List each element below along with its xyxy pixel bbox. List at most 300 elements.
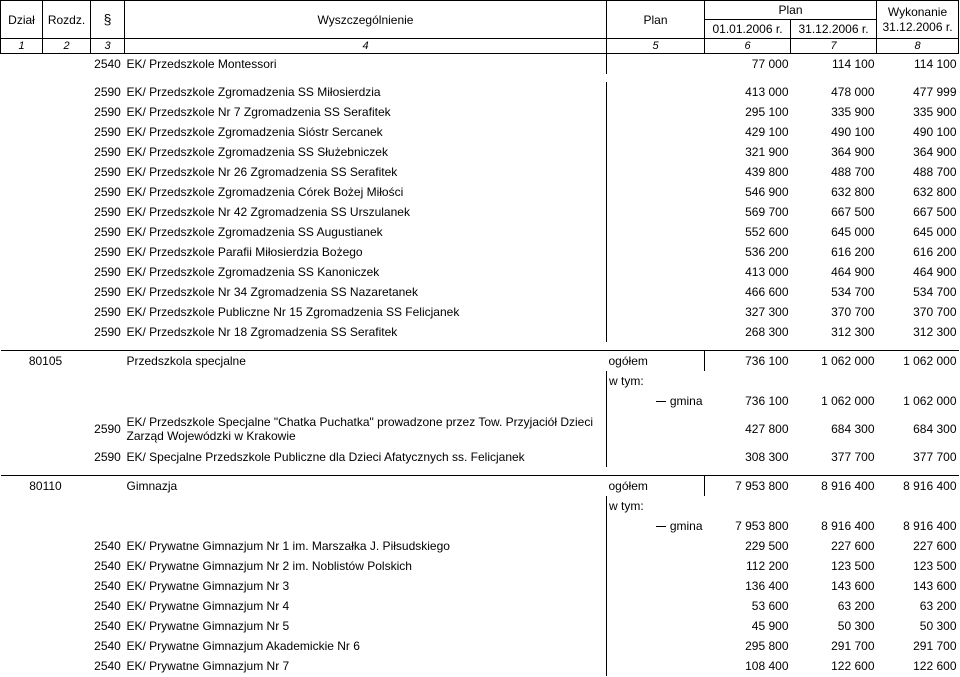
cell-plan-to: 616 200 bbox=[831, 245, 875, 259]
cell-description: EK/ Prywatne Gimnazjum Nr 1 im. Marszałka J. Piłsudskiego bbox=[126, 539, 450, 553]
cell-paragraph: 2590 bbox=[94, 285, 121, 299]
cell-paragraph: 2540 bbox=[94, 579, 121, 593]
table-row bbox=[1, 262, 959, 282]
cell-plan-to: 123 500 bbox=[831, 559, 875, 573]
cell-paragraph: 2590 bbox=[94, 225, 121, 239]
cell-plan-to: 63 200 bbox=[837, 599, 875, 613]
cell-plan bbox=[607, 447, 705, 467]
ogolem-plan-from: 7 953 800 bbox=[705, 476, 791, 497]
cell-rozdz bbox=[43, 202, 91, 222]
cell-description: EK/ Prywatne Gimnazjum Nr 3 bbox=[126, 579, 290, 593]
cell-paragraph: 2540 bbox=[94, 619, 121, 633]
cell-plan bbox=[607, 576, 705, 596]
cell-plan-to: 122 600 bbox=[831, 659, 875, 673]
header-plan: Plan bbox=[607, 1, 705, 39]
spacer-row bbox=[1, 74, 959, 82]
cell-wykonanie: 123 500 bbox=[913, 559, 957, 573]
header-wykonanie bbox=[877, 1, 959, 39]
cell-description: EK/ Prywatne Gimnazjum Nr 2 im. Noblistów Polskich bbox=[126, 559, 412, 573]
cell-paragraph: 2590 bbox=[94, 305, 121, 319]
empty-cell bbox=[125, 371, 607, 391]
cell-description: EK/ Przedszkole Publiczne Nr 15 Zgromadzenia SS Felicjanek bbox=[126, 305, 460, 319]
empty-cell bbox=[43, 391, 91, 411]
spacer-cell bbox=[607, 467, 705, 476]
cell-plan-to: 335 900 bbox=[831, 105, 875, 119]
gmina-row bbox=[1, 516, 959, 536]
cell-plan-from: 429 100 bbox=[745, 125, 789, 139]
table-row bbox=[1, 322, 959, 342]
cell-plan bbox=[607, 82, 705, 102]
spacer-cell bbox=[125, 74, 607, 82]
spacer-cell bbox=[705, 467, 791, 476]
cell-plan-to: 464 900 bbox=[831, 265, 875, 279]
gmina-plan-to: 1 062 000 bbox=[821, 394, 875, 408]
cell-dzial bbox=[1, 616, 43, 636]
cell-rozdz bbox=[43, 322, 91, 342]
ogolem-plan-to: 1 062 000 bbox=[791, 351, 877, 372]
table-row bbox=[1, 656, 959, 676]
spacer-cell bbox=[791, 74, 877, 82]
cell-rozdz bbox=[43, 411, 91, 447]
cell-plan-from: 413 000 bbox=[745, 265, 789, 279]
cell-wykonanie: 335 900 bbox=[913, 105, 957, 119]
cell-plan-to: 377 700 bbox=[831, 450, 875, 464]
cell-plan bbox=[607, 596, 705, 616]
header-paragraph bbox=[91, 1, 125, 39]
cell-rozdz bbox=[43, 596, 91, 616]
cell-dzial bbox=[1, 102, 43, 122]
spacer-row bbox=[1, 342, 959, 351]
cell-plan-from: 466 600 bbox=[745, 285, 789, 299]
cell-paragraph: 2540 bbox=[94, 599, 121, 613]
cell-dzial bbox=[1, 656, 43, 676]
cell-paragraph: 2590 bbox=[94, 325, 121, 339]
cell-description: EK/ Specjalne Przedszkole Publiczne dla Dzieci Afatycznych ss. Felicjanek bbox=[126, 450, 525, 464]
ogolem-label: ogółem bbox=[607, 351, 705, 372]
gmina-cell bbox=[607, 391, 705, 411]
gmina-wykonanie: 1 062 000 bbox=[903, 394, 957, 408]
empty-cell bbox=[791, 496, 877, 516]
cell-plan bbox=[607, 556, 705, 576]
cell-description: EK/ Przedszkole Zgromadzenia Córek Bożej Miłości bbox=[126, 185, 404, 199]
cell-wykonanie: 143 600 bbox=[913, 579, 957, 593]
cell-plan-from: 295 800 bbox=[745, 639, 789, 653]
cell-wykonanie: 63 200 bbox=[919, 599, 957, 613]
cell-plan-to: 632 800 bbox=[831, 185, 875, 199]
spacer-cell bbox=[705, 342, 791, 351]
cell-description: EK/ Przedszkole Zgromadzenia SS Miłosierdzia bbox=[126, 85, 381, 99]
cell-dzial bbox=[1, 222, 43, 242]
cell-plan bbox=[607, 242, 705, 262]
header-wyszczegolnienie: Wyszczególnienie bbox=[125, 1, 607, 39]
cell-rozdz bbox=[43, 636, 91, 656]
cell-dzial bbox=[1, 122, 43, 142]
cell-plan-to: 684 300 bbox=[831, 422, 875, 436]
table-row bbox=[1, 636, 959, 656]
cell-description: EK/ Przedszkole Specjalne "Chatka Puchatka" prowadzone przez Tow. Przyjaciół Dzieci Zarząd Wojewódzki w Krakowie bbox=[126, 415, 594, 443]
cell-plan-to: 490 100 bbox=[831, 125, 875, 139]
table-header-row-1 bbox=[1, 1, 959, 20]
cell-wykonanie: 684 300 bbox=[913, 422, 957, 436]
cell-wykonanie: 534 700 bbox=[913, 285, 957, 299]
cell-rozdz bbox=[43, 222, 91, 242]
spacer-cell bbox=[91, 74, 125, 82]
cell-paragraph bbox=[91, 476, 125, 497]
gmina-label: gmina bbox=[669, 394, 703, 408]
cell-paragraph: 2590 bbox=[94, 422, 121, 436]
cell-dzial bbox=[1, 182, 43, 202]
cell-description: EK/ Prywatne Gimnazjum Akademickie Nr 6 bbox=[126, 639, 360, 653]
table-row bbox=[1, 411, 959, 447]
column-index-cell: 1 bbox=[1, 39, 43, 54]
gmina-cell bbox=[607, 516, 705, 536]
empty-cell bbox=[125, 496, 607, 516]
cell-dzial bbox=[1, 556, 43, 576]
section-rozdz: 80105 bbox=[1, 351, 91, 372]
cell-description: EK/ Przedszkole Parafii Miłosierdzia Bożego bbox=[126, 245, 363, 259]
cell-description: EK/ Prywatne Gimnazjum Nr 5 bbox=[126, 619, 290, 633]
spacer-cell bbox=[125, 342, 607, 351]
cell-wykonanie: 370 700 bbox=[913, 305, 957, 319]
spacer-cell bbox=[791, 467, 877, 476]
section-total-row bbox=[1, 476, 959, 497]
cell-plan-to: 478 000 bbox=[831, 85, 875, 99]
table-row bbox=[1, 54, 959, 75]
cell-rozdz bbox=[43, 536, 91, 556]
cell-rozdz bbox=[43, 82, 91, 102]
table-row bbox=[1, 122, 959, 142]
cell-rozdz bbox=[43, 242, 91, 262]
spacer-cell bbox=[877, 342, 959, 351]
empty-cell bbox=[1, 391, 43, 411]
empty-cell bbox=[43, 371, 91, 391]
paragraph-icon: § bbox=[103, 11, 112, 27]
section-title: Przedszkola specjalne bbox=[125, 351, 607, 372]
cell-wykonanie: 122 600 bbox=[913, 659, 957, 673]
cell-plan bbox=[607, 302, 705, 322]
cell-plan-to: 488 700 bbox=[831, 165, 875, 179]
cell-plan-from: 108 400 bbox=[745, 659, 789, 673]
cell-dzial bbox=[1, 411, 43, 447]
spacer-row bbox=[1, 467, 959, 476]
empty-cell bbox=[791, 371, 877, 391]
cell-wykonanie: 616 200 bbox=[913, 245, 957, 259]
cell-dzial bbox=[1, 262, 43, 282]
table-row bbox=[1, 536, 959, 556]
cell-paragraph: 2590 bbox=[94, 245, 121, 259]
header-plan-group: Plan bbox=[705, 1, 877, 20]
column-index-cell: 5 bbox=[607, 39, 705, 54]
column-index-row bbox=[1, 39, 959, 54]
cell-dzial bbox=[1, 202, 43, 222]
column-index-cell: 4 bbox=[125, 39, 607, 54]
cell-plan bbox=[607, 202, 705, 222]
cell-rozdz bbox=[43, 122, 91, 142]
spacer-cell bbox=[91, 467, 125, 476]
empty-cell bbox=[1, 516, 43, 536]
cell-plan bbox=[607, 102, 705, 122]
cell-plan bbox=[607, 222, 705, 242]
w-tym-row bbox=[1, 496, 959, 516]
cell-plan bbox=[607, 616, 705, 636]
cell-description: EK/ Przedszkole Nr 42 Zgromadzenia SS Urszulanek bbox=[126, 205, 410, 219]
cell-description: EK/ Prywatne Gimnazjum Nr 4 bbox=[126, 599, 290, 613]
cell-plan-to: 534 700 bbox=[831, 285, 875, 299]
spacer-cell bbox=[877, 467, 959, 476]
empty-cell bbox=[877, 496, 959, 516]
cell-description: EK/ Przedszkole Montessori bbox=[126, 57, 277, 71]
gmina-label: gmina bbox=[669, 519, 703, 533]
header-plan-from: 01.01.2006 r. bbox=[705, 20, 791, 39]
table-row bbox=[1, 102, 959, 122]
cell-paragraph: 2590 bbox=[94, 125, 121, 139]
table-row bbox=[1, 447, 959, 467]
cell-description: EK/ Przedszkole Zgromadzenia SS Kanoniczek bbox=[126, 265, 380, 279]
cell-plan-from: 229 500 bbox=[745, 539, 789, 553]
cell-plan-to: 364 900 bbox=[831, 145, 875, 159]
gmina-plan-to: 8 916 400 bbox=[821, 519, 875, 533]
cell-description: EK/ Przedszkole Nr 7 Zgromadzenia SS Serafitek bbox=[126, 105, 391, 119]
column-index-cell: 7 bbox=[791, 39, 877, 54]
cell-plan-from: 413 000 bbox=[745, 85, 789, 99]
cell-description: EK/ Przedszkole Zgromadzenia SS Augustianek bbox=[126, 225, 383, 239]
cell-description: EK/ Prywatne Gimnazjum Nr 7 bbox=[126, 659, 290, 673]
header-dzial: Dział bbox=[1, 1, 43, 39]
cell-rozdz bbox=[43, 556, 91, 576]
cell-dzial bbox=[1, 447, 43, 467]
header-wykonanie-label: Wykonanie bbox=[887, 4, 948, 19]
table-row bbox=[1, 142, 959, 162]
empty-cell bbox=[91, 516, 125, 536]
cell-plan bbox=[607, 162, 705, 182]
cell-rozdz bbox=[43, 162, 91, 182]
cell-dzial bbox=[1, 242, 43, 262]
cell-wykonanie: 464 900 bbox=[913, 265, 957, 279]
cell-wykonanie: 632 800 bbox=[913, 185, 957, 199]
column-index-cell: 8 bbox=[877, 39, 959, 54]
table-row bbox=[1, 556, 959, 576]
cell-wykonanie: 667 500 bbox=[913, 205, 957, 219]
table-row bbox=[1, 162, 959, 182]
cell-dzial bbox=[1, 82, 43, 102]
cell-plan-to: 667 500 bbox=[831, 205, 875, 219]
cell-plan bbox=[607, 262, 705, 282]
gmina-plan-from: 7 953 800 bbox=[735, 519, 789, 533]
cell-dzial bbox=[1, 322, 43, 342]
dash-icon bbox=[656, 401, 666, 402]
spacer-cell bbox=[43, 467, 91, 476]
cell-plan-from: 268 300 bbox=[745, 325, 789, 339]
cell-wykonanie: 291 700 bbox=[913, 639, 957, 653]
cell-plan bbox=[607, 182, 705, 202]
cell-description: EK/ Przedszkole Zgromadzenia SS Służebniczek bbox=[126, 145, 388, 159]
cell-description: EK/ Przedszkole Zgromadzenia Sióstr Sercanek bbox=[126, 125, 383, 139]
cell-dzial bbox=[1, 54, 43, 75]
cell-plan-from: 308 300 bbox=[745, 450, 789, 464]
section-total-row bbox=[1, 351, 959, 372]
cell-dzial bbox=[1, 576, 43, 596]
ogolem-wykonanie: 8 916 400 bbox=[877, 476, 959, 497]
cell-wykonanie: 645 000 bbox=[913, 225, 957, 239]
cell-rozdz bbox=[43, 616, 91, 636]
empty-cell bbox=[91, 496, 125, 516]
cell-paragraph: 2590 bbox=[94, 165, 121, 179]
cell-wykonanie: 50 300 bbox=[919, 619, 957, 633]
cell-plan-from: 53 600 bbox=[751, 599, 789, 613]
cell-paragraph: 2540 bbox=[94, 539, 121, 553]
empty-cell bbox=[1, 496, 43, 516]
spacer-cell bbox=[607, 342, 705, 351]
cell-rozdz bbox=[43, 282, 91, 302]
cell-wykonanie: 477 999 bbox=[913, 85, 957, 99]
cell-plan-to: 143 600 bbox=[831, 579, 875, 593]
cell-paragraph: 2540 bbox=[94, 659, 121, 673]
column-index-cell: 2 bbox=[43, 39, 91, 54]
cell-paragraph: 2590 bbox=[94, 450, 121, 464]
empty-cell bbox=[705, 371, 791, 391]
cell-wykonanie: 490 100 bbox=[913, 125, 957, 139]
cell-plan-to: 645 000 bbox=[831, 225, 875, 239]
table-row bbox=[1, 182, 959, 202]
empty-cell bbox=[91, 391, 125, 411]
w-tym-label: w tym: bbox=[607, 496, 705, 516]
cell-rozdz bbox=[43, 142, 91, 162]
cell-plan-from: 569 700 bbox=[745, 205, 789, 219]
ogolem-plan-to: 8 916 400 bbox=[791, 476, 877, 497]
spacer-cell bbox=[125, 467, 607, 476]
spacer-cell bbox=[1, 467, 43, 476]
cell-wykonanie: 364 900 bbox=[913, 145, 957, 159]
cell-wykonanie: 488 700 bbox=[913, 165, 957, 179]
cell-plan bbox=[607, 122, 705, 142]
table-row bbox=[1, 202, 959, 222]
cell-plan bbox=[607, 54, 705, 75]
cell-plan-to: 227 600 bbox=[831, 539, 875, 553]
cell-paragraph: 2590 bbox=[94, 185, 121, 199]
cell-description: EK/ Przedszkole Nr 26 Zgromadzenia SS Serafitek bbox=[126, 165, 398, 179]
cell-paragraph: 2590 bbox=[94, 85, 121, 99]
ogolem-wykonanie: 1 062 000 bbox=[877, 351, 959, 372]
cell-plan bbox=[607, 636, 705, 656]
cell-plan-to: 114 100 bbox=[832, 57, 875, 71]
cell-plan bbox=[607, 656, 705, 676]
spacer-cell bbox=[791, 342, 877, 351]
cell-rozdz bbox=[43, 54, 91, 75]
ogolem-label: ogółem bbox=[607, 476, 705, 497]
header-plan-to: 31.12.2006 r. bbox=[791, 20, 877, 39]
empty-cell bbox=[125, 391, 607, 411]
empty-cell bbox=[1, 371, 43, 391]
empty-cell bbox=[705, 496, 791, 516]
cell-plan-to: 50 300 bbox=[837, 619, 875, 633]
cell-description: EK/ Przedszkole Nr 18 Zgromadzenia SS Serafitek bbox=[126, 325, 398, 339]
cell-plan-from: 327 300 bbox=[745, 305, 789, 319]
column-index-cell: 3 bbox=[91, 39, 125, 54]
cell-paragraph: 2590 bbox=[94, 205, 121, 219]
cell-paragraph: 2590 bbox=[94, 145, 121, 159]
spacer-cell bbox=[705, 74, 791, 82]
cell-wykonanie: 377 700 bbox=[913, 450, 957, 464]
cell-dzial bbox=[1, 302, 43, 322]
spacer-cell bbox=[1, 74, 43, 82]
header-rozdz: Rozdz. bbox=[43, 1, 91, 39]
cell-paragraph: 2540 bbox=[94, 639, 121, 653]
section-title: Gimnazja bbox=[125, 476, 607, 497]
cell-plan-to: 312 300 bbox=[831, 325, 875, 339]
spacer-cell bbox=[877, 74, 959, 82]
table-row bbox=[1, 576, 959, 596]
cell-dzial bbox=[1, 636, 43, 656]
cell-plan-from: 427 800 bbox=[745, 422, 789, 436]
empty-cell bbox=[125, 516, 607, 536]
column-index-cell: 6 bbox=[705, 39, 791, 54]
table-row bbox=[1, 302, 959, 322]
cell-rozdz bbox=[43, 576, 91, 596]
cell-plan-from: 536 200 bbox=[745, 245, 789, 259]
cell-rozdz bbox=[43, 302, 91, 322]
cell-paragraph: 2590 bbox=[94, 105, 121, 119]
gmina-row bbox=[1, 391, 959, 411]
cell-plan-to: 370 700 bbox=[831, 305, 875, 319]
cell-plan-from: 439 800 bbox=[745, 165, 789, 179]
gmina-wykonanie: 8 916 400 bbox=[903, 519, 957, 533]
table-row bbox=[1, 242, 959, 262]
cell-plan-from: 45 900 bbox=[751, 619, 789, 633]
spacer-cell bbox=[607, 74, 705, 82]
cell-rozdz bbox=[43, 102, 91, 122]
table-row bbox=[1, 596, 959, 616]
cell-dzial bbox=[1, 596, 43, 616]
cell-rozdz bbox=[43, 182, 91, 202]
cell-plan-from: 136 400 bbox=[745, 579, 789, 593]
cell-plan bbox=[607, 536, 705, 556]
empty-cell bbox=[43, 496, 91, 516]
header-wykonanie-date: 31.12.2006 r. bbox=[882, 19, 953, 34]
dash-icon bbox=[656, 526, 666, 527]
table-row bbox=[1, 616, 959, 636]
w-tym-row bbox=[1, 371, 959, 391]
cell-wykonanie: 312 300 bbox=[913, 325, 957, 339]
table-row bbox=[1, 282, 959, 302]
cell-paragraph: 2540 bbox=[94, 57, 121, 71]
empty-cell bbox=[43, 516, 91, 536]
cell-wykonanie: 227 600 bbox=[913, 539, 957, 553]
ogolem-plan-from: 736 100 bbox=[705, 351, 791, 372]
cell-dzial bbox=[1, 142, 43, 162]
cell-dzial bbox=[1, 282, 43, 302]
table-row bbox=[1, 82, 959, 102]
spacer-cell bbox=[43, 342, 91, 351]
spacer-cell bbox=[1, 342, 43, 351]
cell-rozdz bbox=[43, 262, 91, 282]
w-tym-label: w tym: bbox=[607, 371, 705, 391]
cell-plan bbox=[607, 411, 705, 447]
cell-rozdz bbox=[43, 656, 91, 676]
table-row bbox=[1, 222, 959, 242]
cell-description: EK/ Przedszkole Nr 34 Zgromadzenia SS Nazaretanek bbox=[126, 285, 418, 299]
spacer-cell bbox=[43, 74, 91, 82]
cell-plan-to: 291 700 bbox=[831, 639, 875, 653]
cell-rozdz bbox=[43, 447, 91, 467]
cell-plan bbox=[607, 282, 705, 302]
cell-plan bbox=[607, 142, 705, 162]
gmina-plan-from: 736 100 bbox=[745, 394, 789, 408]
cell-paragraph: 2540 bbox=[94, 559, 121, 573]
cell-dzial bbox=[1, 536, 43, 556]
cell-plan-from: 295 100 bbox=[745, 105, 789, 119]
cell-plan bbox=[607, 322, 705, 342]
cell-wykonanie: 114 100 bbox=[914, 57, 957, 71]
